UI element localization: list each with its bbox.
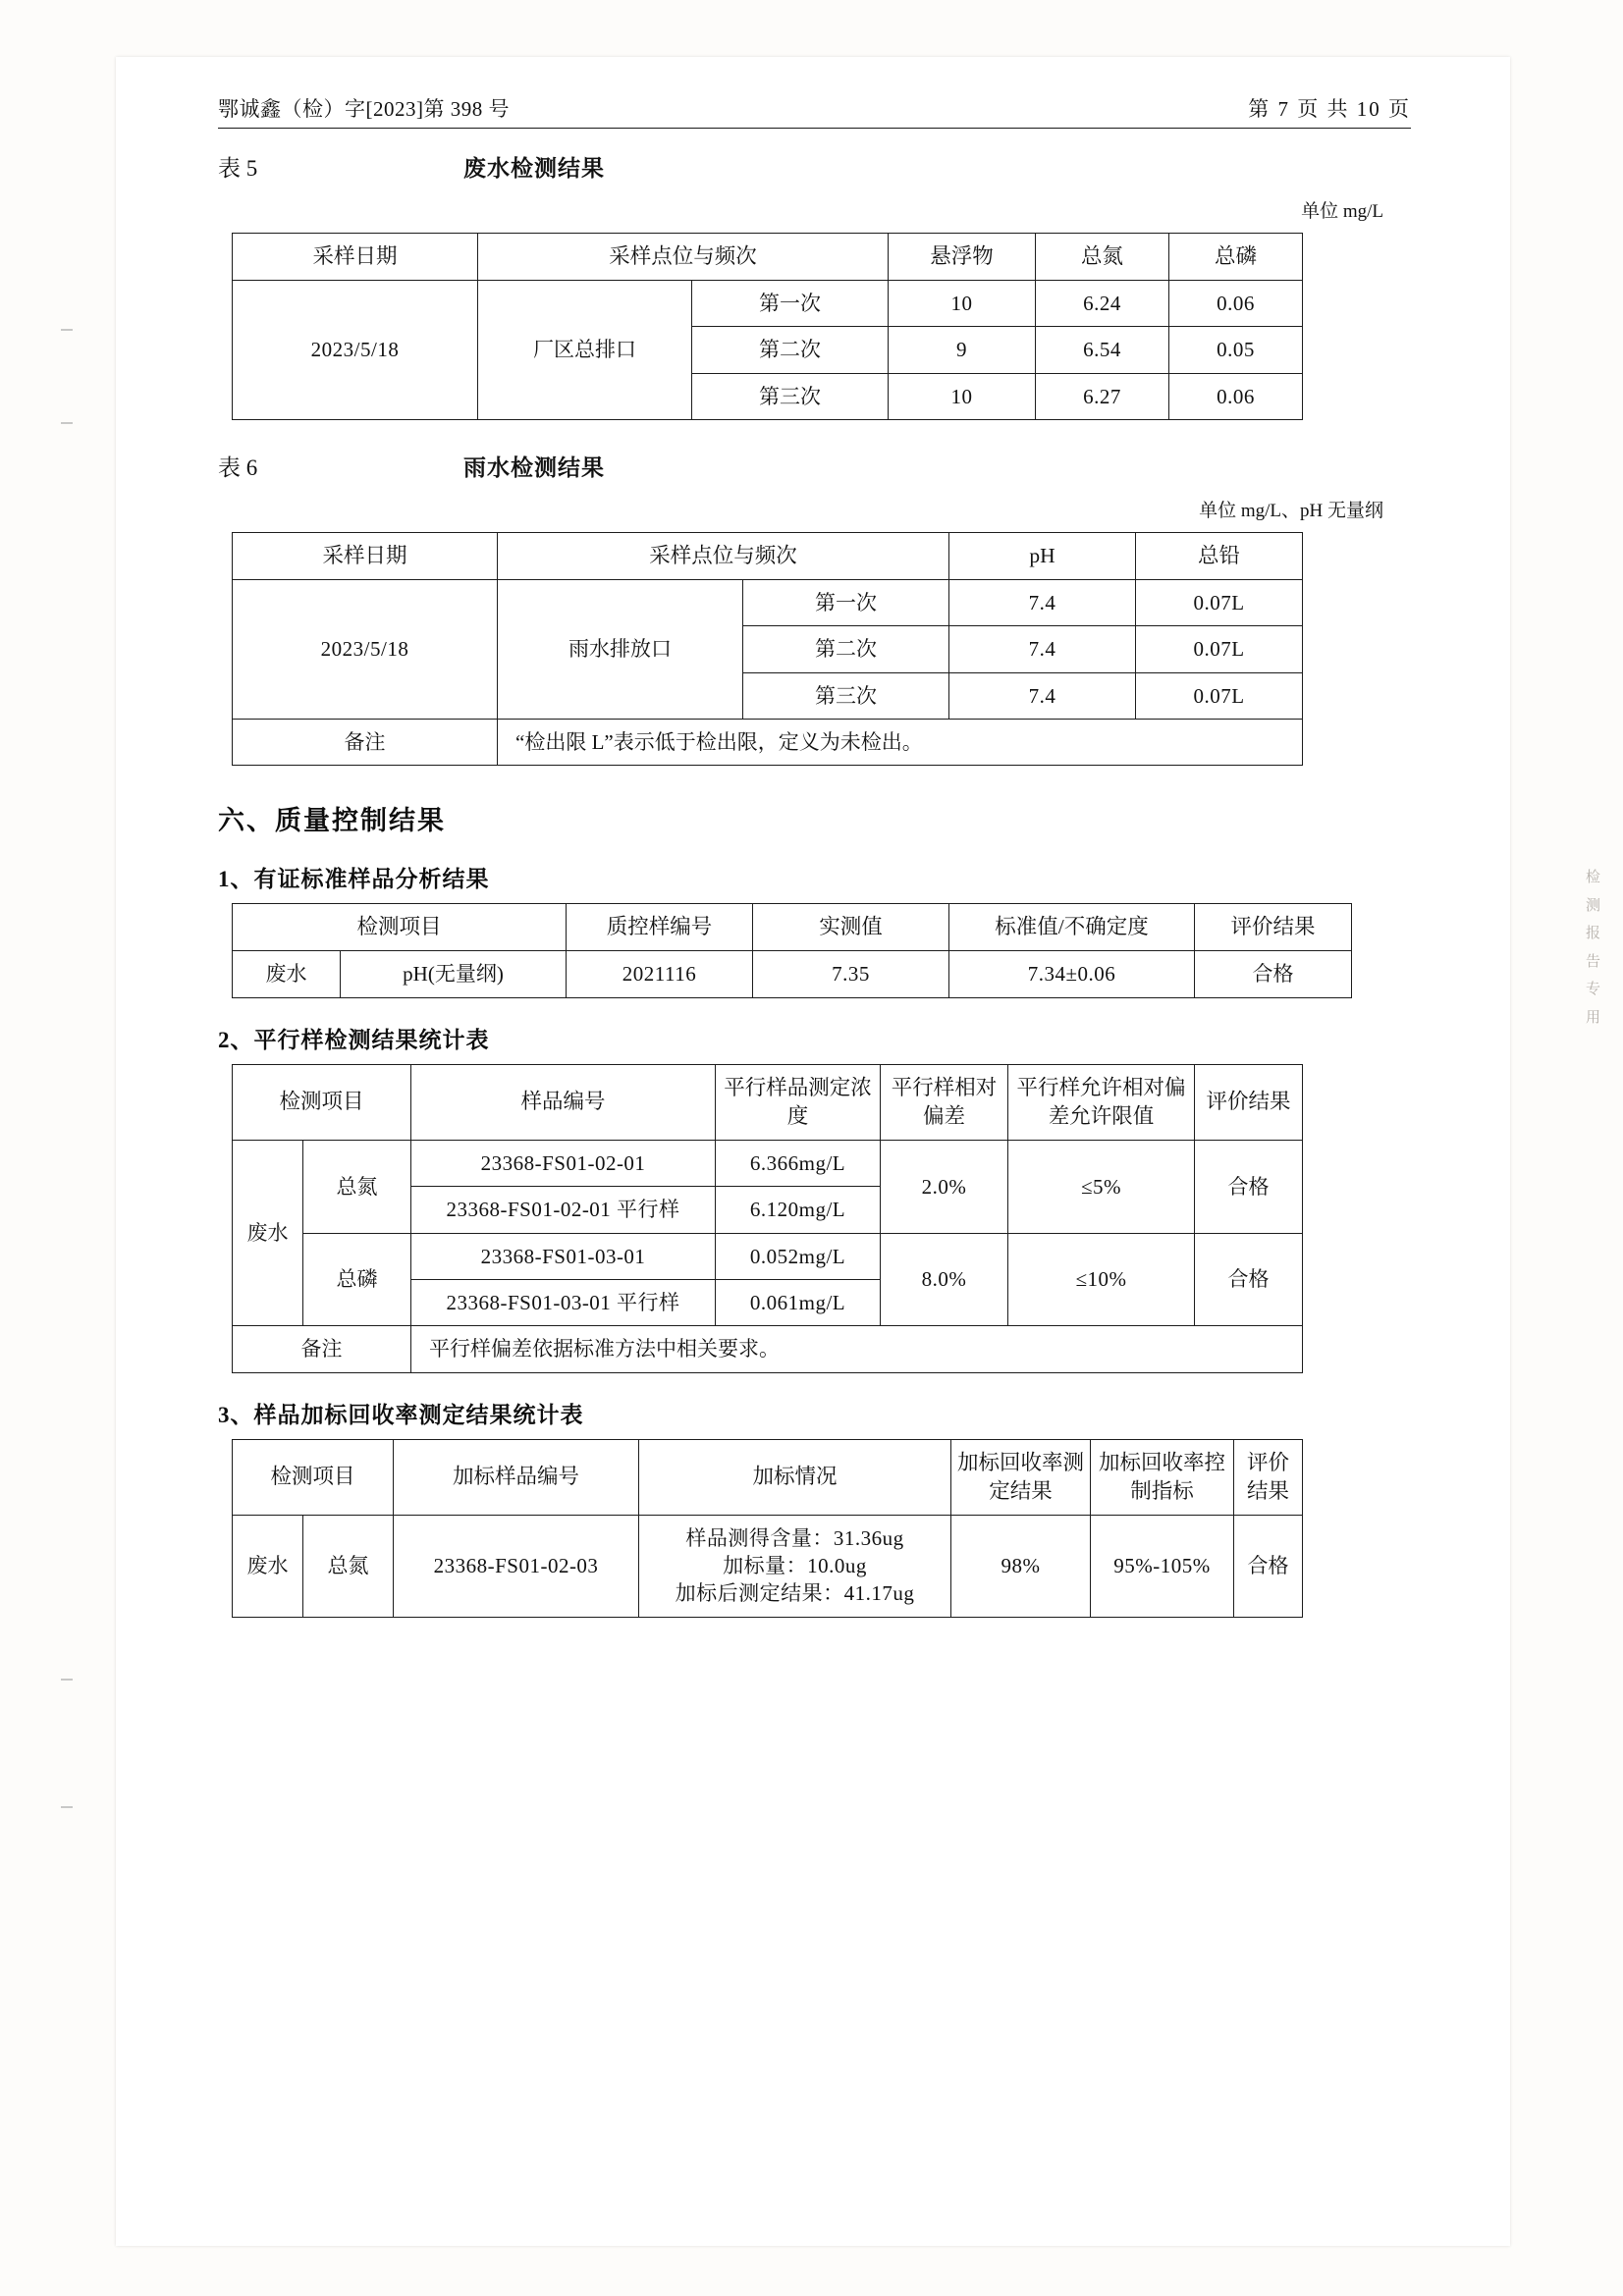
col-recovery-control: 加标回收率控制指标 [1091,1439,1234,1515]
table-parallel-samples [232,1064,1303,1373]
cell-result: 合格 [1195,951,1352,997]
cell-matrix: 废水 [233,1515,303,1617]
col-total-lead: 总铅 [1136,533,1303,580]
cell-matrix: 废水 [233,951,341,997]
col-relative-deviation: 平行样相对偏差 [881,1064,1008,1140]
table-header-row [233,904,1352,951]
table5-caption [218,150,1411,183]
col-total-nitrogen: 总氮 [1036,234,1169,281]
cell-spike-detail [639,1515,951,1617]
margin-note: 检测报告专用 [1586,870,1602,1026]
table-row [233,580,1303,626]
cell-item: pH(无量纲) [341,951,567,997]
col-standard-value: 标准值/不确定度 [949,904,1195,951]
scan-mark [61,422,73,424]
cell-concentration: 6.120mg/L [716,1187,881,1233]
table-row [233,281,1303,327]
cell-control: 95%-105% [1091,1515,1234,1617]
col-test-item: 检测项目 [233,1439,394,1515]
col-test-item: 检测项目 [233,904,567,951]
cell-pb: 0.07L [1136,580,1303,626]
cell-limit: ≤10% [1008,1233,1195,1326]
cell-ph: 7.4 [949,580,1136,626]
table6-caption [218,450,1411,482]
cell-standard: 7.34±0.06 [949,951,1195,997]
col-spike-detail: 加标情况 [639,1439,951,1515]
col-total-phosphorus: 总磷 [1169,234,1303,281]
table-header-row [233,234,1303,281]
table-rainwater-results [232,532,1303,766]
col-test-item: 检测项目 [233,1064,411,1140]
cell-sample-no: 23368-FS01-03-01 [411,1233,716,1279]
cell-ss: 9 [889,327,1036,373]
col-spike-sample-no: 加标样品编号 [394,1439,639,1515]
table5-label: 表 5 [218,156,258,181]
col-evaluation: 评价结果 [1234,1439,1303,1515]
cell-ph: 7.4 [949,672,1136,719]
scan-mark [61,329,73,331]
col-ph: pH [949,533,1136,580]
scan-mark [61,1679,73,1681]
page-content [218,93,1411,1618]
cell-sample-no: 23368-FS01-02-03 [394,1515,639,1617]
col-sampling-date: 采样日期 [233,234,478,281]
cell-sample-no: 23368-FS01-02-01 平行样 [411,1187,716,1233]
cell-deviation: 2.0% [881,1140,1008,1233]
table-header-row [233,533,1303,580]
scan-mark [61,1806,73,1808]
cell-frequency: 第二次 [743,626,949,672]
cell-note-label: 备注 [233,1326,411,1372]
col-sampling-point: 采样点位与频次 [498,533,949,580]
cell-tp: 0.05 [1169,327,1303,373]
cell-item: 总氮 [303,1140,411,1233]
col-suspended-solids: 悬浮物 [889,234,1036,281]
cell-ph: 7.4 [949,626,1136,672]
cell-measured: 7.35 [753,951,949,997]
table6-title: 雨水检测结果 [463,455,605,481]
table-row [233,1515,1303,1617]
cell-item: 总磷 [303,1233,411,1326]
cell-frequency: 第三次 [692,373,889,419]
cell-note-label: 备注 [233,720,498,766]
cell-frequency: 第一次 [743,580,949,626]
table-note-row [233,720,1303,766]
table-note-row [233,1326,1303,1372]
cell-note-text: “检出限 L”表示低于检出限，定义为未检出。 [498,720,1303,766]
cell-tn: 6.54 [1036,327,1169,373]
table-header-row [233,1064,1303,1140]
spike-detail-line-1: 样品测得含量：31.36ug [685,1525,904,1550]
section-title-quality-control: 六、质量控制结果 [218,806,446,836]
doc-number: 鄂诚鑫（检）字[2023]第 398 号 [218,97,510,121]
spike-detail-line-2: 加标量：10.0ug [723,1553,867,1577]
cell-sampling-point: 厂区总排口 [478,281,692,420]
cell-sample-no: 23368-FS01-03-01 平行样 [411,1279,716,1325]
col-parallel-concentration: 平行样品测定浓度 [716,1064,881,1140]
subsection-title-crm: 1、有证标准样品分析结果 [218,867,490,892]
cell-tp: 0.06 [1169,373,1303,419]
col-sample-no: 样品编号 [411,1064,716,1140]
cell-tp: 0.06 [1169,281,1303,327]
cell-recovery: 98% [951,1515,1091,1617]
table5-unit: 单位 mg/L [1301,201,1383,222]
subsection-title-spike-recovery: 3、样品加标回收率测定结果统计表 [218,1402,584,1427]
table-header-row [233,1439,1303,1515]
cell-note-text: 平行样偏差依据标准方法中相关要求。 [411,1326,1303,1372]
table6-unit: 单位 mg/L、pH 无量纲 [1199,501,1383,522]
cell-matrix: 废水 [233,1140,303,1325]
cell-sampling-date: 2023/5/18 [233,580,498,720]
cell-sampling-point: 雨水排放口 [498,580,743,720]
cell-concentration: 0.052mg/L [716,1233,881,1279]
cell-limit: ≤5% [1008,1140,1195,1233]
cell-sampling-date: 2023/5/18 [233,281,478,420]
spike-detail-line-3: 加标后测定结果：41.17ug [675,1581,915,1606]
col-evaluation: 评价结果 [1195,904,1352,951]
col-evaluation: 评价结果 [1195,1064,1303,1140]
cell-tn: 6.27 [1036,373,1169,419]
cell-tn: 6.24 [1036,281,1169,327]
col-measured-value: 实测值 [753,904,949,951]
table-wastewater-results [232,233,1303,420]
table-spike-recovery [232,1439,1303,1618]
cell-sample-no: 23368-FS01-02-01 [411,1140,716,1186]
col-sampling-date: 采样日期 [233,533,498,580]
cell-result: 合格 [1195,1140,1303,1233]
cell-concentration: 0.061mg/L [716,1279,881,1325]
cell-concentration: 6.366mg/L [716,1140,881,1186]
cell-qc-no: 2021116 [567,951,753,997]
cell-frequency: 第二次 [692,327,889,373]
col-sampling-point: 采样点位与频次 [478,234,889,281]
col-qc-sample-no: 质控样编号 [567,904,753,951]
cell-pb: 0.07L [1136,626,1303,672]
cell-item: 总氮 [303,1515,394,1617]
subsection-title-parallel: 2、平行样检测结果统计表 [218,1027,490,1052]
cell-result: 合格 [1234,1515,1303,1617]
table5-title: 废水检测结果 [463,156,605,181]
cell-result: 合格 [1195,1233,1303,1326]
table-row [233,1233,1303,1279]
cell-ss: 10 [889,281,1036,327]
page-number: 第 7 页 共 10 页 [1248,97,1411,121]
cell-ss: 10 [889,373,1036,419]
col-allowed-deviation: 平行样允许相对偏差允许限值 [1008,1064,1195,1140]
document-header [218,93,1411,129]
cell-pb: 0.07L [1136,672,1303,719]
table-row [233,1140,1303,1186]
table-crm-analysis [232,903,1352,997]
cell-frequency: 第三次 [743,672,949,719]
cell-frequency: 第一次 [692,281,889,327]
col-recovery-result: 加标回收率测定结果 [951,1439,1091,1515]
table-row [233,951,1352,997]
cell-deviation: 8.0% [881,1233,1008,1326]
table6-label: 表 6 [218,455,258,481]
